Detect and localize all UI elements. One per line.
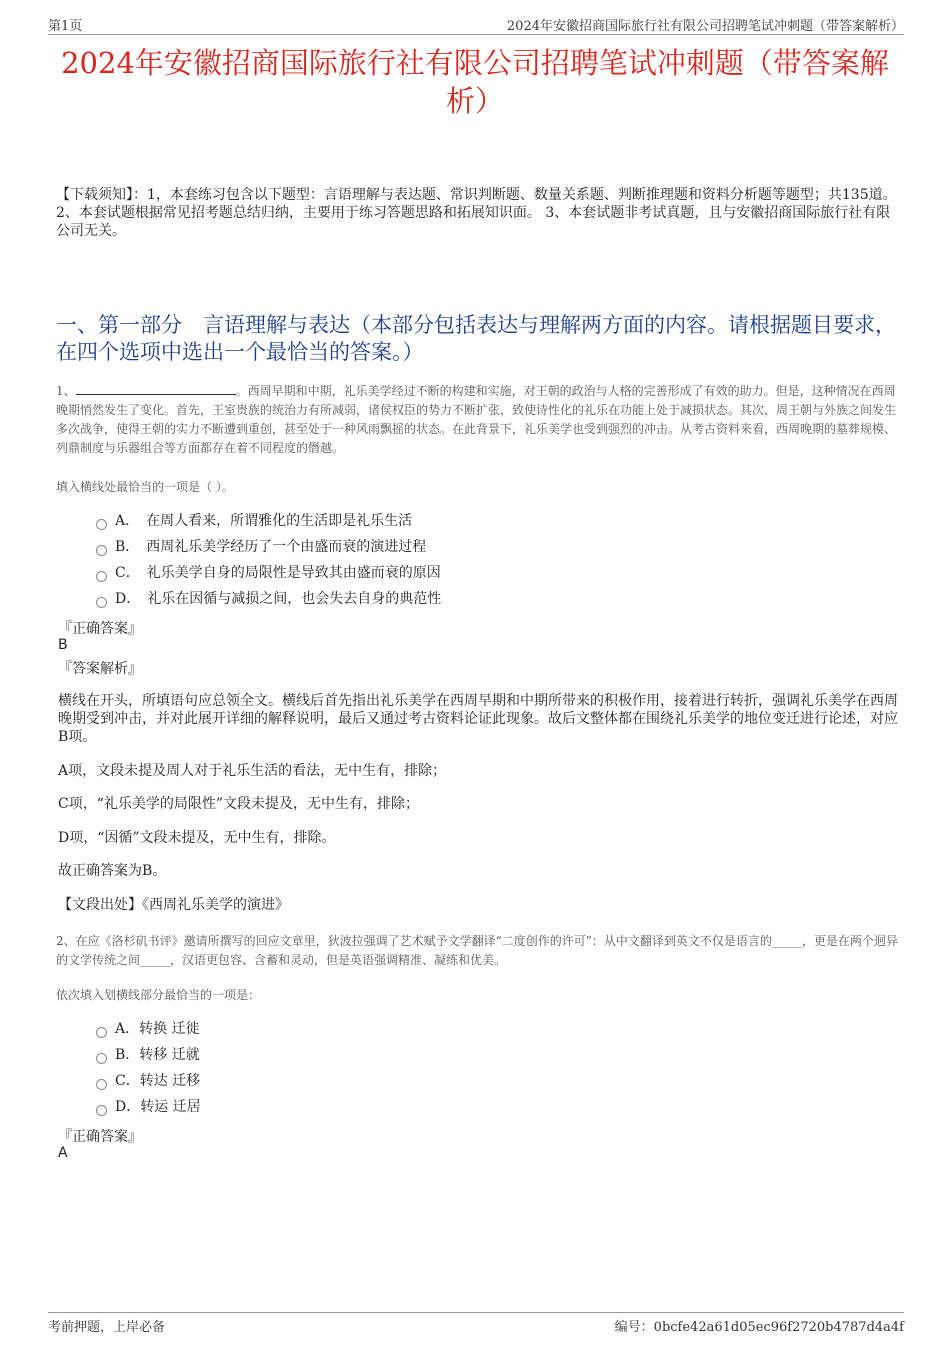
option-c-label: C． 礼乐美学自身的局限性是导致其由盛而衰的原因	[115, 565, 441, 581]
answer-value: B	[58, 637, 68, 653]
option-d-label: D．转运 迁居	[115, 1099, 201, 1115]
option-d[interactable]	[96, 1096, 201, 1122]
footer-id: 编号：0bcfe42a61d05ec96f2720b4787d4a4f	[614, 1320, 904, 1335]
option-b-label: B． 西周礼乐美学经历了一个由盛而衰的演进过程	[115, 539, 427, 555]
document-title: 2024年安徽招商国际旅行社有限公司招聘笔试冲刺题（带答案解析）	[61, 46, 889, 118]
answer-label: 『正确答案』	[58, 621, 142, 637]
option-c[interactable]	[96, 562, 441, 588]
radio-icon[interactable]	[96, 1105, 107, 1116]
radio-icon[interactable]	[96, 597, 107, 608]
question-2-options	[96, 1018, 201, 1122]
analysis-conclusion: 故正确答案为B。	[58, 863, 167, 879]
analysis-d-note: D项，“因循”文段未提及，无中生有，排除。	[58, 830, 336, 846]
page-header	[48, 12, 904, 35]
download-notice: 【下载须知】：1，本套练习包含以下题型：言语理解与表达题、常识判断题、数量关系题、判断推理题和资料分析题等题型；共135道。 2、本套试题根据常见招考题总结归纳，主要用于练习答题思路和拓展知识面。 3、本套试题非考试真题，且与安徽招商国际旅行社有限公司无关。	[56, 187, 897, 239]
option-c[interactable]	[96, 1070, 201, 1096]
analysis-label: 『答案解析』	[58, 661, 142, 677]
option-a[interactable]	[96, 510, 441, 536]
radio-icon[interactable]	[96, 1079, 107, 1090]
source-note: 【文段出处】《西周礼乐美学的演进》	[58, 897, 289, 913]
header-doc-title: 2024年安徽招商国际旅行社有限公司招聘笔试冲刺题（带答案解析）	[506, 19, 904, 34]
option-a-label: A． 在周人看来，所谓雅化的生活即是礼乐生活	[115, 513, 413, 529]
option-b[interactable]	[96, 536, 441, 562]
option-d[interactable]	[96, 588, 441, 614]
answer-value: A	[58, 1145, 68, 1161]
question-2-text: 2、在应《洛杉矶书评》邀请所撰写的回应文章里，狄波拉强调了艺术赋予文学翻译“二度创作的许可”：从中文翻译到英文不仅是语言的_____，更是在两个迥异的文学传统之间_____，汉语更包容、含蓄和灵动，但是英语强调精准、凝练和优美。	[56, 934, 898, 967]
fill-blank	[76, 382, 236, 395]
question-2-prompt: 依次填入划横线部分最恰当的一项是：	[56, 988, 261, 1002]
question-1-prompt: 填入横线处最恰当的一项是（ ）。	[56, 480, 234, 494]
question-1-body: 。西周早期和中期，礼乐美学经过不断的构建和实施，对王朝的政治与人格的完善形成了有效的助力。但是，这种情况在西周晚期悄然发生了变化。首先，王室贵族的统治力有所减弱，诸侯权臣的势力不断扩张，致使诗性化的礼乐在功能上处于减损状态。其次，周王朝与外族之间发生多次战争，使得王朝的实力不断遭到重创，甚至处于一种风雨飘摇的状态。在此背景下，礼乐美学也受到强烈的冲击。从考古资料来看，西周晚期的墓葬规模、列鼎制度与乐器组合等方面都存在着不同程度的僭越。	[56, 384, 897, 455]
analysis-text: 横线在开头，所填语句应总领全文。横线后首先指出礼乐美学在西周早期和中期所带来的积极作用，接着进行转折，强调礼乐美学在西周晚期受到冲击，并对此展开详细的解释说明，最后又通过考古资料论证此现象。故后文整体都在围绕礼乐美学的地位变迁进行论述，对应B项。	[58, 693, 898, 745]
radio-icon[interactable]	[96, 1053, 107, 1064]
question-1-options	[96, 510, 441, 614]
option-a-label: A．转换 迁徙	[115, 1021, 200, 1037]
question-1-text	[56, 382, 902, 458]
radio-icon[interactable]	[96, 571, 107, 582]
section-title: 一、第一部分 言语理解与表达（本部分包括表达与理解两方面的内容。请根据题目要求，在四个选项中选出一个最恰当的答案。）	[56, 313, 896, 364]
radio-icon[interactable]	[96, 1027, 107, 1038]
radio-icon[interactable]	[96, 545, 107, 556]
analysis-c-note: C项，“礼乐美学的局限性”文段未提及，无中生有，排除；	[58, 796, 420, 812]
analysis-a-note: A项，文段未提及周人对于礼乐生活的看法，无中生有，排除；	[58, 763, 447, 779]
footer-slogan: 考前押题，上岸必备	[48, 1320, 166, 1335]
radio-icon[interactable]	[96, 519, 107, 530]
option-c-label: C．转达 迁移	[115, 1073, 201, 1089]
page-footer	[48, 1312, 904, 1335]
option-a[interactable]	[96, 1018, 201, 1044]
answer-label: 『正确答案』	[58, 1129, 142, 1145]
option-d-label: D． 礼乐在因循与减损之间，也会失去自身的典范性	[115, 591, 442, 607]
option-b-label: B．转移 迁就	[115, 1047, 200, 1063]
question-1-number: 1、	[56, 384, 76, 398]
option-b[interactable]	[96, 1044, 201, 1070]
page-number: 第1页	[48, 19, 83, 34]
